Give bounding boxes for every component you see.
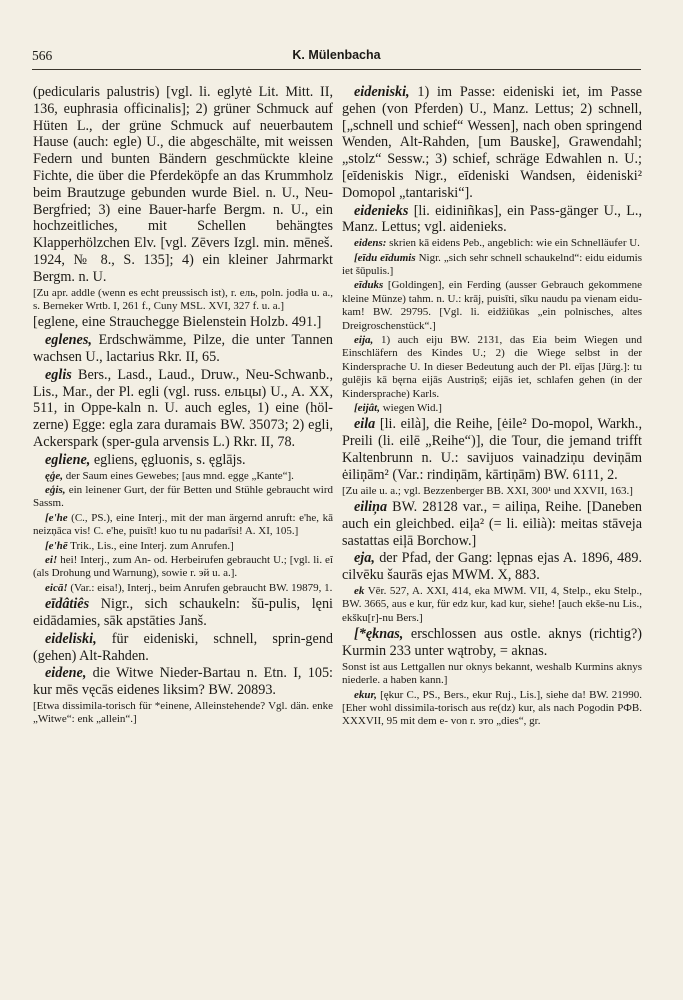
entry-text: ein leinener Gurt, der für Betten und Stühle gebraucht wird Sassm. xyxy=(33,483,333,510)
entry-text: die Witwe Nieder-Bartau n. Etn. I, 105: kur mēs vęcās eidenes liksim? BW. 20893. xyxy=(33,665,333,699)
entry-text: wiegen Wid.] xyxy=(382,402,442,415)
entry-text: [li. eidiniñkas], ein Pass-gänger U., L., Manz. Lettus; vgl. aidenieks. xyxy=(342,202,642,236)
header-rule xyxy=(32,69,641,70)
dictionary-entry xyxy=(33,596,333,630)
dictionary-entry xyxy=(33,631,333,665)
entry-headword: [eijât, xyxy=(354,402,380,415)
entry-text: Nigr., sich schaukeln: šū-pulis, lęni eidādamies, sāk apstāties Janš. xyxy=(33,596,333,629)
entry-headword: [e'he xyxy=(45,511,68,524)
dictionary-entry xyxy=(33,540,333,553)
dictionary-entry xyxy=(342,252,642,279)
dictionary-entry xyxy=(33,700,333,727)
dictionary-entry xyxy=(33,452,333,469)
dictionary-entry xyxy=(342,237,642,250)
entry-headword: [eīdu eīdumis xyxy=(354,251,416,264)
entry-headword: eja, xyxy=(354,550,375,567)
dictionary-entry xyxy=(33,484,333,511)
entry-text: (C., PS.), eine Interj., mit der man ärgernd anruft: e'he, kā neizņāca vis! C. e'he, puisīt! kuo tu nu padarīsi! A. XI, 105.] xyxy=(33,511,333,538)
entry-headword: eglenes, xyxy=(45,332,92,349)
entry-text: egliens, ęgluonis, s. ęglājs. xyxy=(93,451,246,468)
entry-text: [Etwa dissimila-torisch für *einene, Alleinstehende? Vgl. dän. enke „Witwe“: enk „allein“.] xyxy=(33,699,333,726)
entry-text: der Pfad, der Gang: lępnas ejas A. 1896, 489. cilvēku šaurās ejas MWM. X, 883. xyxy=(342,550,642,584)
entry-headword: ek xyxy=(354,585,365,598)
entry-text: 1) im Passe: eideniski iet, im Passe gehen (von Pferden) U., Manz. Lettus; 2) schnell, [„schnell und schief“ Wessen], nach oben springend Wenden, Alt-Rahden, [um Bauske], Grawendahl; „stolz“ Sessw.; 3) schief, schräge Edwahlen n. U.; [eīdeniskis Nigr., eīdeniski Wandsen, ėideniski² Domopol „tantariski“]. xyxy=(342,84,642,201)
entry-headword: eideniski, xyxy=(354,84,410,100)
dictionary-entry xyxy=(342,499,642,549)
entry-headword: [*ęknas, xyxy=(354,626,404,643)
dictionary-entry xyxy=(33,314,333,331)
entry-headword: eidene, xyxy=(45,665,87,682)
entry-text: Sonst ist aus Lettgallen nur oknys bekannt, weshalb Kurmins aknys niederle. a haben kann.] xyxy=(342,660,642,687)
entry-headword: egliene, xyxy=(45,451,91,468)
entry-text: (pedicularis palustris) [vgl. li. eglytė Lit. Mitt. II, 136, euphrasia officinalis]; 2) grüner Schmuck auf Hüten L., der grüne Schmuck auf neuerbautem Hause (auch: egle) U., die abgeschälte, mit weissen Federn und bunten Bändern geschmückte kleine Fichte, die über die Pferdeköpfe an das Krummholz beim Brautzuge gebunden wurde Biel. n. U., Neu-Bergfried; 3) eine Bauer-harfe Bergm. n. U., ein hochzeitliches, mit Schellen behängtes Klapperhölzchen Elv. [vgl. Zēvers Izgl. min. mēneš. 1924, № 8., S. 135]; 4) ein kleiner Jahrmarkt Bergm. n. U. xyxy=(33,84,333,285)
entry-headword: ekur, xyxy=(354,688,377,701)
dictionary-entry xyxy=(342,485,642,498)
entry-text: 1) auch eiju BW. 2131, das Eia beim Wiegen und Einschläfern des Kindes U.; 2) die Wiege selbst in der Kindersprache U. In dieser Bedeutung auch der Pl. eījas [Jürg.]: tu gulējis kā bęrna eijās Austriņš; eijās iet, schlafen gehen (in der Kindersprache) Karls. xyxy=(342,334,642,400)
entry-headword: eidenieks xyxy=(354,202,409,219)
entry-text: hei! Interj., zum An- od. Herbeirufen gebraucht U.; [vgl. li. eĩ (als Drohung und Warnung), sowie r. эй u. a.]. xyxy=(33,553,333,580)
dictionary-entry xyxy=(342,585,642,625)
entry-headword: eģis, xyxy=(45,483,66,496)
dictionary-entry xyxy=(342,626,642,660)
entry-text: [Zu apr. addle (wenn es echt preussisch ist), r. ель, poln. jodła u. a., s. Berneker Wrtb. I, 261 f., Cuny MSL. XVI, 327 f. u. a.] xyxy=(33,286,333,312)
running-head: K. Mülenbacha xyxy=(292,48,381,62)
entry-text: [Goldingen], ein Ferding (ausser Gebrauch gekommene kleine Münze) tahm. n. U.: krāj, puisīti, sīku naudu pa vienam eidu-kam! BW. 29795. [Vgl. li. eidžiūkas „ein polnisches, altes Dreigroschenstück“.] xyxy=(342,279,642,332)
dictionary-entry xyxy=(342,550,642,584)
entry-headword: eicā! xyxy=(45,581,68,594)
right-column xyxy=(342,84,642,984)
entry-text: Vēr. 527, A. XXI, 414, eka MWM. VII, 4, Stelp., eku Stelp., BW. 3665, aus e kur, für edz kur, kad kur, siehe! [auch ekše-nu Lis., ekšku[r]-nu Bers.] xyxy=(342,585,642,624)
entry-text: für eideniski, schnell, sprin-gend (gehen) Alt-Rahden. xyxy=(33,630,333,664)
dictionary-entry xyxy=(342,402,642,415)
entry-headword: eideliski, xyxy=(45,630,97,647)
entry-headword: eīdâtiês xyxy=(45,596,90,613)
entry-text: skrien kā eidens Peb., angeblich: wie ein Schnelläufer U. xyxy=(389,237,640,250)
dictionary-entry xyxy=(342,661,642,688)
entry-headword: eiliņa xyxy=(354,499,388,516)
dictionary-entry xyxy=(342,334,642,401)
entry-headword: ęģe, xyxy=(45,469,64,482)
dictionary-entry xyxy=(342,84,642,202)
dictionary-entry xyxy=(33,582,333,595)
page-number: 566 xyxy=(32,48,53,63)
dictionary-entry xyxy=(342,416,642,483)
dictionary-entry xyxy=(33,287,333,314)
entry-text: (Var.: eisa!), Interj., beim Anrufen gebraucht BW. 19879, 1. xyxy=(70,581,333,594)
left-column xyxy=(33,84,333,984)
entry-text: BW. 28128 var., = ailiņa, Reihe. [Daneben auch ein gleichbed. eiļa² (= li. eilià): meitas stāveja sastattas eiļā Borchow.] xyxy=(342,499,642,549)
dictionary-entry xyxy=(342,203,642,237)
entry-text: [eglene, eine Strauchegge Bielenstein Holzb. 491.] xyxy=(33,314,322,331)
entry-text: der Saum eines Gewebes; [aus mnd. egge „Kante“]. xyxy=(65,469,294,482)
entry-headword: [e'hē xyxy=(45,539,68,552)
entry-text: [li. eilà], die Reihe, [ėile² Do-mopol, Warkh., Preili (li. eilē „Reihe“)], die Tour, die jemand trifft Kaltenbrunn n. U.: savijuos vainadziņu deviņām ėiliņām² (Var.: rindiņām, kārtiņām) BW. 6111, 2. xyxy=(342,416,642,483)
entry-headword: eidens: xyxy=(354,237,387,250)
dictionary-entry xyxy=(342,279,642,333)
dictionary-entry xyxy=(33,554,333,581)
entry-text: [ękur C., PS., Bers., ekur Ruj., Lis.], siehe da! BW. 21990. [Eher wohl dissimila-torisch aus re(dz) kur, als nach Pogodin РФВ. XXXVII, 95 mit dem e- von r. это „dies“, gr. xyxy=(342,688,642,728)
entry-text: erschlossen aus ostle. aknys (richtig?) Kurmin 233 unter wątroby, = aknas. xyxy=(342,626,642,660)
entry-headword: eila xyxy=(354,416,376,433)
entry-headword: ei! xyxy=(45,553,58,566)
dictionary-entry xyxy=(33,84,333,286)
dictionary-entry xyxy=(33,332,333,366)
entry-text: Nigr. „sich sehr schnell schaukelnd“: eidu eidumis iet šūpulis.] xyxy=(342,251,642,277)
entry-text: Bers., Lasd., Laud., Druw., Neu-Schwanb., Lis., Mar., der Pl. egli (vgl. russ. ельцы) U., A. XX, 511, in Oppe-kaln n. U. auch egles, 1) eine (höl-zerne) Egge: egla zara duramais BW. 35073; 2) egli, Ackerspark (sper-gula arvensis L.) Rkr. II, 78. xyxy=(33,366,333,450)
entry-text: Trik., Lis., eine Interj. zum Anrufen.] xyxy=(70,539,234,552)
dictionary-entry xyxy=(33,665,333,699)
dictionary-entry xyxy=(342,689,642,729)
entry-headword: eglis xyxy=(45,366,72,383)
dictionary-entry xyxy=(33,470,333,483)
entry-text: [Zu aile u. a.; vgl. Bezzenberger BB. XXI, 300¹ und XXVII, 163.] xyxy=(342,484,633,497)
dictionary-entry xyxy=(33,367,333,451)
entry-headword: eīduks xyxy=(354,279,384,292)
entry-text: Erdschwämme, Pilze, die unter Tannen wachsen U., lactarius Rkr. II, 65. xyxy=(33,332,333,365)
entry-headword: eija, xyxy=(354,334,374,347)
dictionary-entry xyxy=(33,512,333,539)
